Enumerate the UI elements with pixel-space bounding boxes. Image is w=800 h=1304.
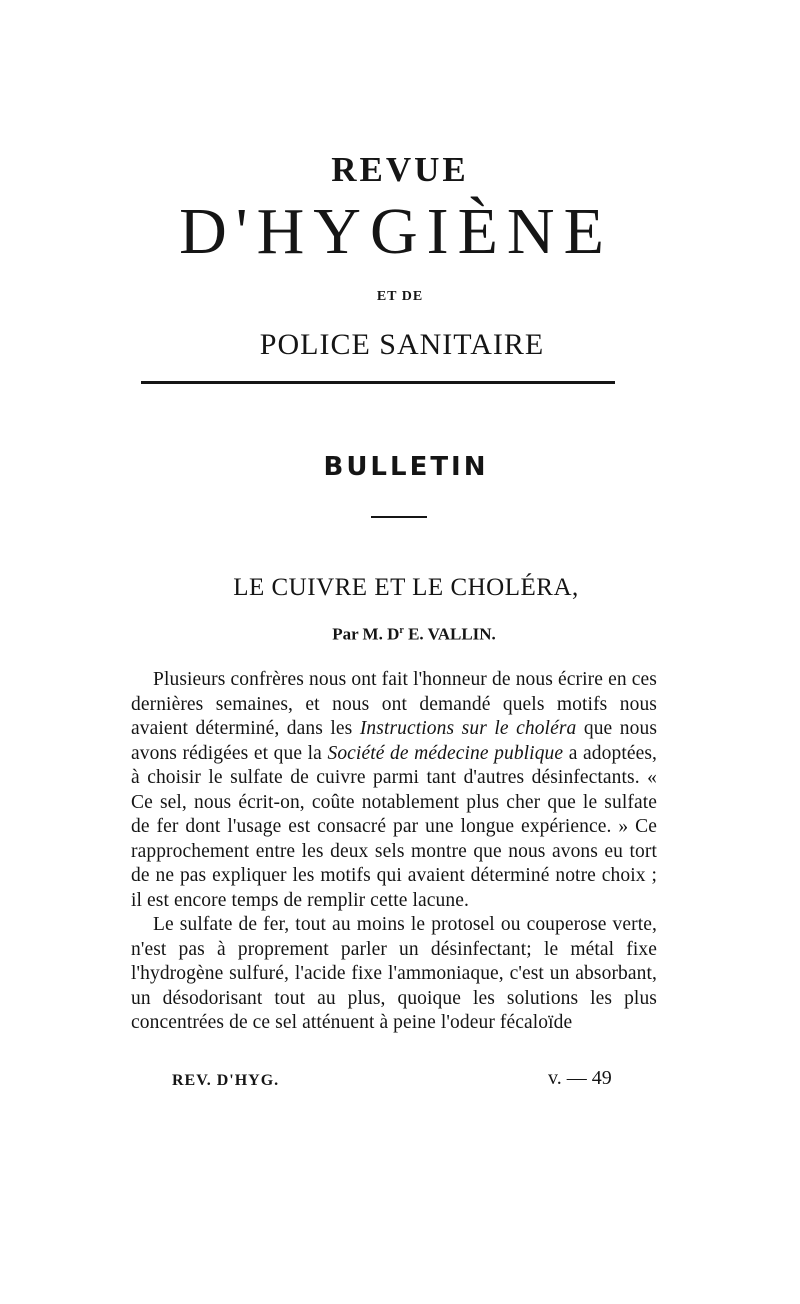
journal-title-line-2: D'HYGIÈNE [179,195,613,268]
paragraph-1-italic-b: Société de médecine publique [327,742,564,764]
article-title: LE CUIVRE ET LE CHOLÉRA, [233,574,579,601]
running-footer-title: REV. D'HYG. [172,1072,280,1089]
paragraph-1-text-a: Plusieurs confrères nous ont fait l'honneur de nous écrire en ces dernières semaines, et nous ont demandé quels motifs nous avaient déterminé, dans les [131,669,657,739]
byline-prefix: Par M. D [332,624,400,644]
journal-title-line-4: POLICE SANITAIRE [259,328,545,361]
masthead-divider [141,381,615,384]
byline-superscript: r [399,625,404,636]
article-body [131,668,657,1036]
paragraph-1-text-c: a adoptées, à choisir le sulfate de cuivre parmi tant d'autres désinfectants. « Ce sel, nous écrit-on, coûte notablement plus cher que le sulfate de fer dont l'usage est consacré par une longue expérience. » Ce rapprochement entre les deux sels montre que nous avons eu tort de ne pas expliquer les motifs qui avaient déterminé notre choix ; il est encore temps de remplir cette lacune. [131,742,658,911]
section-title: BULLETIN [323,452,489,482]
paragraph-2: Le sulfate de fer, tout au moins le protosel ou couperose verte, n'est pas à proprement parler un désinfectant; le métal fixe l'hydrogène sulfuré, l'acide fixe l'ammoniaque, c'est un absorbant, un désodorisant tout au plus, quoique les solutions les plus concentrées de ce sel atténuent à peine l'odeur fécaloïde [131,914,657,1033]
paragraph-1-italic-a: Instructions sur le choléra [359,718,577,739]
journal-title-line-1: REVUE [331,150,469,189]
journal-title-line-3: ET DE [376,289,424,304]
section-divider [371,516,427,518]
byline-author: E. VALLIN. [403,624,496,644]
page-number: v. — 49 [548,1067,612,1089]
paragraph-1-text-b: que nous avons rédigées et que la [131,718,658,764]
paragraph-1 [131,668,657,913]
article-byline [14,620,800,646]
